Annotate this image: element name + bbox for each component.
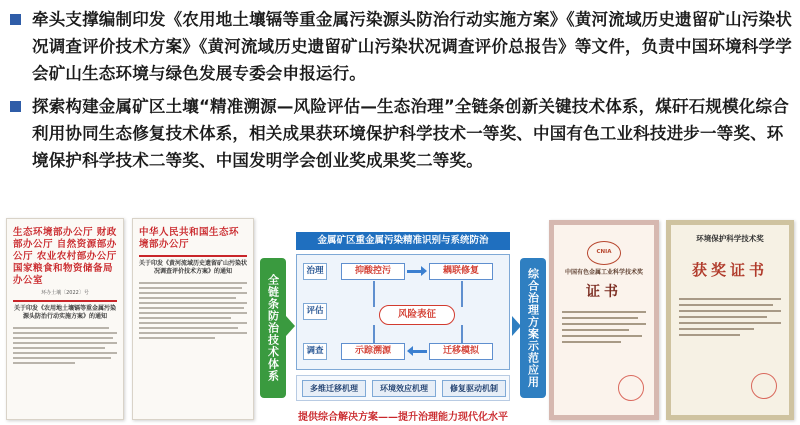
connector-line	[461, 325, 463, 343]
left-vertical-banner	[260, 258, 286, 398]
document-body-lines	[7, 321, 123, 370]
risk-characterization-node: 风险表征	[379, 305, 455, 325]
side-label-governance: 治理	[303, 263, 327, 280]
mechanism-remediation: 修复驱动机制	[442, 380, 506, 397]
certificate-image-2	[666, 220, 794, 420]
red-divider	[13, 300, 117, 302]
bullet-list	[10, 6, 795, 174]
certificate-text-lines	[671, 288, 789, 346]
cnia-logo-icon: CNIA	[587, 241, 621, 265]
side-label-assessment: 评估	[303, 303, 327, 320]
figure-strip	[0, 212, 800, 425]
box-tracer-source: 示踪溯源	[341, 343, 405, 360]
certificate-organization: 中国有色金属工业科学技术奖	[564, 269, 643, 276]
side-label-survey: 调查	[303, 343, 327, 360]
certificate-organization: 环境保护科学技术奖	[696, 234, 764, 243]
arrow-right-icon	[407, 270, 421, 273]
box-migration-simulation: 迁移模拟	[429, 343, 493, 360]
red-divider	[139, 255, 247, 257]
arrow-left-icon	[413, 350, 427, 353]
document-image-1	[6, 218, 124, 420]
certificate-text-lines	[554, 301, 654, 353]
box-acid-control: 抑酸控污	[341, 263, 405, 280]
document-subject: 关于印发《农用地土壤镉等重金属污染源头防治行动实施方案》的通知	[13, 304, 116, 320]
diagram-title: 金属矿区重金属污染精准识别与系统防治	[296, 232, 510, 250]
diagram-caption: 提供综合解决方案——提升治理能力现代化水平	[298, 412, 508, 423]
right-banner-text: 综合治理方案示范应用	[526, 268, 540, 388]
connector-line	[461, 281, 463, 307]
connector-line	[373, 325, 375, 343]
square-bullet-icon	[10, 14, 21, 25]
certificate-title: 获奖证书	[691, 261, 768, 279]
certificate-title: 证书	[586, 284, 622, 300]
red-seal-icon	[751, 373, 777, 399]
right-vertical-banner	[520, 258, 546, 398]
bullet-text: 探索构建金属矿区土壤“精准溯源—风险评估—生态治理”全链条创新关键技术体系，煤矸石规模化综合利用协同生态修复技术体系，相关成果获环境保护科学技术一等奖、中国有色工业科技进步一等奖、环境保护科学技术二等奖、中国发明学会创业奖成果奖二等奖。	[32, 97, 789, 170]
square-bullet-icon	[10, 101, 21, 112]
bullet-text: 牵头支撑编制印发《农用地土壤镉等重金属污染源头防治行动实施方案》《黄河流域历史遗留矿山污染状况调查评价技术方案》《黄河流域历史遗留矿山污染状况调查评价总报告》等文件，负责中国环境科学学会矿山生态环境与绿色发展专委会申报运行。	[32, 10, 792, 83]
red-seal-icon	[618, 375, 644, 401]
document-red-header: 生态环境部办公厅 财政部办公厅 自然资源部办公厅 农业农村部办公厅 国家粮食和物资储备局办公室	[13, 227, 117, 286]
mechanism-environment: 环境效应机理	[372, 380, 436, 397]
document-red-header: 中华人民共和国生态环境部办公厅	[139, 227, 240, 250]
document-body-lines	[133, 276, 253, 345]
bullet-item	[10, 6, 795, 87]
certificate-image-1	[549, 220, 659, 420]
left-banner-text: 全链条防治技术体系	[266, 274, 280, 382]
box-coupled-remediation: 耦联修复	[429, 263, 493, 280]
arrow-right-icon	[286, 316, 295, 336]
technology-diagram	[296, 232, 510, 422]
connector-line	[373, 281, 375, 307]
diagram-body	[296, 254, 510, 370]
bullet-item	[10, 93, 795, 174]
document-number: 环办土壤〔2022〕号	[41, 290, 89, 296]
document-image-2	[132, 218, 254, 420]
document-subject: 关于印发《黄河流域历史遗留矿山污染状况调查评价技术方案》的通知	[139, 259, 248, 275]
mechanism-migration: 多维迁移机理	[302, 380, 366, 397]
